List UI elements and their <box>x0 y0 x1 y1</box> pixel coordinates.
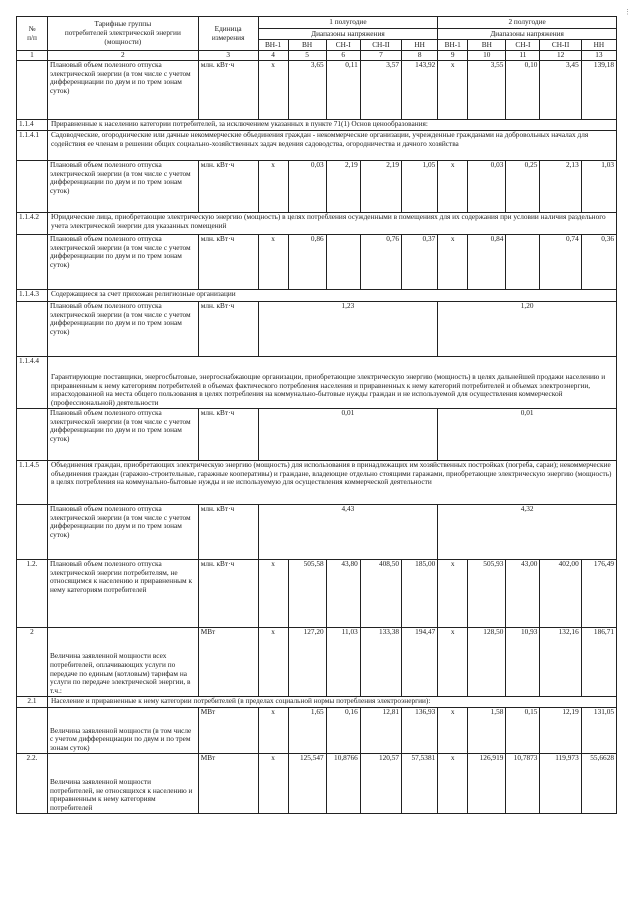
value-cell: 0,03 <box>288 160 326 212</box>
table-row <box>17 301 617 356</box>
row-unit: млн. кВт·ч <box>198 301 258 356</box>
section-row <box>17 356 617 408</box>
value-cell: 12,81 <box>360 707 401 753</box>
row-unit: млн. кВт·ч <box>198 559 258 627</box>
col-index: 12 <box>540 51 581 61</box>
tariff-table-document <box>16 16 617 814</box>
value-cell: 12,19 <box>540 707 581 753</box>
header-half2: 2 полугодие <box>438 17 617 29</box>
value-cell: х <box>258 234 288 289</box>
level-sn2: СН-II <box>540 40 581 51</box>
value-cell: 0,36 <box>581 234 616 289</box>
value-cell: х <box>438 753 468 813</box>
value-cell: 2,13 <box>540 160 581 212</box>
value-cell: 176,49 <box>581 559 616 627</box>
row-unit: млн. кВт·ч <box>198 504 258 559</box>
value-cell: х <box>438 160 468 212</box>
row-num: 1.2. <box>17 559 48 627</box>
value-cell: 0,03 <box>468 160 506 212</box>
col-index: 13 <box>581 51 616 61</box>
table-row <box>17 234 617 289</box>
row-num <box>17 504 48 559</box>
value-cell: 127,20 <box>288 627 326 696</box>
section-row <box>17 119 617 130</box>
col-index: 3 <box>198 51 258 61</box>
table-row <box>17 559 617 627</box>
col-index: 10 <box>468 51 506 61</box>
value-cell: 3,55 <box>468 60 506 119</box>
row-num: 1.1.4.4 <box>17 356 48 408</box>
value-cell: х <box>438 627 468 696</box>
row-label: Плановый объем полезного отпуска электрической энергии (в том числе с учетом дифференциации по двум и по трем зонам суток) <box>47 234 198 289</box>
value-cell: 1,58 <box>468 707 506 753</box>
header-unit: Единица измерения <box>198 17 258 51</box>
value-cell-merged: 0,01 <box>438 408 617 460</box>
header-ranges-1: Диапазоны напряжения <box>258 29 438 40</box>
value-cell: 0,10 <box>506 60 540 119</box>
section-text: Юридические лица, приобретающие электрическую энергию (мощность) в целях потребления осужденными в помещениях для их содержания при условии наличия раздельного учета электрической энергии для указанных помещений <box>47 212 616 234</box>
value-cell: 194,47 <box>402 627 438 696</box>
value-cell: 10,7873 <box>506 753 540 813</box>
value-cell: 143,92 <box>402 60 438 119</box>
table-row <box>17 627 617 696</box>
table-row <box>17 504 617 559</box>
row-num: 2 <box>17 627 48 696</box>
col-index: 2 <box>47 51 198 61</box>
row-label: Плановый объем полезного отпуска электрической энергии (в том числе с учетом дифференциации по двум и по трем зонам суток) <box>47 60 198 119</box>
value-cell: 128,50 <box>468 627 506 696</box>
value-cell: 408,50 <box>360 559 401 627</box>
row-num: 1.1.4.1 <box>17 130 48 160</box>
value-cell: х <box>258 627 288 696</box>
value-cell: 119,973 <box>540 753 581 813</box>
row-num <box>17 408 48 460</box>
value-cell: 10,8766 <box>326 753 360 813</box>
value-cell: 120,57 <box>360 753 401 813</box>
table-row <box>17 408 617 460</box>
value-cell: 2,19 <box>360 160 401 212</box>
value-cell: 126,919 <box>468 753 506 813</box>
row-num: 2.1 <box>17 696 48 707</box>
table-row <box>17 60 617 119</box>
value-cell: х <box>258 160 288 212</box>
value-cell-merged: 4,43 <box>258 504 438 559</box>
section-text: Приравненные к населению категории потребителей, за исключением указанных в пункте 71(1) Основ ценообразования: <box>47 119 616 130</box>
value-cell: 131,05 <box>581 707 616 753</box>
value-cell: х <box>438 60 468 119</box>
row-label: Величина заявленной мощности потребителей, не относящихся к населению и приравненным к нему категориям потребителей <box>47 753 198 813</box>
value-cell: 186,71 <box>581 627 616 696</box>
value-cell: х <box>258 60 288 119</box>
header-num: № п/п <box>17 17 48 51</box>
row-label: Плановый объем полезного отпуска электрической энергии (в том числе с учетом дифференциации по двум и по трем зонам суток) <box>47 408 198 460</box>
value-cell: 0,16 <box>326 707 360 753</box>
value-cell: 132,16 <box>540 627 581 696</box>
header-ranges-2: Диапазоны напряжения <box>438 29 617 40</box>
value-cell: 2,19 <box>326 160 360 212</box>
row-unit: млн. кВт·ч <box>198 234 258 289</box>
col-index: 6 <box>326 51 360 61</box>
value-cell: х <box>438 234 468 289</box>
value-cell: 57,5381 <box>402 753 438 813</box>
level-vn: ВН <box>468 40 506 51</box>
value-cell: 3,45 <box>540 60 581 119</box>
table-row <box>17 707 617 753</box>
value-cell-merged: 1,20 <box>438 301 617 356</box>
value-cell: 133,38 <box>360 627 401 696</box>
value-cell: 185,00 <box>402 559 438 627</box>
table-row <box>17 753 617 813</box>
tariff-table <box>16 16 617 814</box>
section-text: Садоводческие, огороднические или дачные некоммерческие объединения граждан - некоммерческие организации, учрежденные гражданами на добровольных началах для содействия ее членам в решении общих социально-хозяйственных задач ведения садоводства, огородничества и дачного хозяйства <box>47 130 616 160</box>
col-index: 8 <box>402 51 438 61</box>
row-num <box>17 234 48 289</box>
row-num <box>17 160 48 212</box>
row-label: Величина заявленной мощности всех потребителей, оплачивающих услуги по передаче по единым (котловым) тарифам на услуги по передаче электрической энергии, в т.ч.: <box>47 627 198 696</box>
value-cell: 0,37 <box>402 234 438 289</box>
col-index: 5 <box>288 51 326 61</box>
value-cell: 0,84 <box>468 234 506 289</box>
value-cell: 139,18 <box>581 60 616 119</box>
row-num: 1.1.4 <box>17 119 48 130</box>
section-text: Население и приравненные к нему категории потребителей (в пределах социальной нормы потребления электроэнергии): <box>47 696 616 707</box>
row-num: 1.1.4.5 <box>17 460 48 504</box>
row-label: Плановый объем полезного отпуска электрической энергии (в том числе с учетом дифференциации по двум и по трем зонам суток) <box>47 160 198 212</box>
value-cell: х <box>258 707 288 753</box>
section-row <box>17 130 617 160</box>
row-num <box>17 60 48 119</box>
value-cell: х <box>438 559 468 627</box>
section-text: Содержащиеся за счет прихожан религиозные организации <box>47 289 616 301</box>
table-row <box>17 160 617 212</box>
row-num <box>17 301 48 356</box>
value-cell: 0,11 <box>326 60 360 119</box>
level-nn: НН <box>581 40 616 51</box>
level-nn: НН <box>402 40 438 51</box>
row-label: Величина заявленной мощности (в том числе с учетом дифференциации по двум и по трем зонам суток) <box>47 707 198 753</box>
value-cell: 1,05 <box>402 160 438 212</box>
value-cell: 136,93 <box>402 707 438 753</box>
value-cell: 3,57 <box>360 60 401 119</box>
col-index: 1 <box>17 51 48 61</box>
row-unit: млн. кВт·ч <box>198 160 258 212</box>
row-unit: МВт <box>198 707 258 753</box>
row-label: Плановый объем полезного отпуска электрической энергии (в том числе с учетом дифференциации по двум и по трем зонам суток) <box>47 301 198 356</box>
col-index: 4 <box>258 51 288 61</box>
page-edge-mark: ⋮ <box>624 8 631 16</box>
value-cell: 505,93 <box>468 559 506 627</box>
value-cell: 0,25 <box>506 160 540 212</box>
row-num: 1.1.4.2 <box>17 212 48 234</box>
value-cell: х <box>258 753 288 813</box>
value-cell: 10,93 <box>506 627 540 696</box>
section-text: Гарантирующие поставщики, энергосбытовые, энергоснабжающие организации, приобретающие электрическую энергию (мощность) в целях дальнейшей продажи населению и приравненным к нему категориям потребителей в объемах фактического потребления населения и приравненных к нему категорий потребителей и объемах электроэнергии, израсходованной на места общего пользования в целях потребления на коммунально-бытовые нужды граждан и не используемой для осуществления коммерческой (профессиональной) деятельности <box>47 356 616 408</box>
section-row <box>17 289 617 301</box>
value-cell: 0,74 <box>540 234 581 289</box>
row-num <box>17 707 48 753</box>
value-cell: 43,80 <box>326 559 360 627</box>
value-cell: 3,65 <box>288 60 326 119</box>
header-half1: 1 полугодие <box>258 17 438 29</box>
row-unit: млн. кВт·ч <box>198 60 258 119</box>
value-cell-merged: 4,32 <box>438 504 617 559</box>
value-cell: 11,03 <box>326 627 360 696</box>
value-cell: 125,547 <box>288 753 326 813</box>
level-vn: ВН <box>288 40 326 51</box>
value-cell: 43,00 <box>506 559 540 627</box>
value-cell: 1,65 <box>288 707 326 753</box>
row-unit: МВт <box>198 627 258 696</box>
section-row <box>17 696 617 707</box>
section-row <box>17 212 617 234</box>
value-cell: 1,03 <box>581 160 616 212</box>
value-cell: 0,15 <box>506 707 540 753</box>
value-cell: х <box>438 707 468 753</box>
row-unit: млн. кВт·ч <box>198 408 258 460</box>
value-cell: х <box>258 559 288 627</box>
value-cell <box>326 234 360 289</box>
level-vn1: ВН-1 <box>438 40 468 51</box>
row-label: Плановый объем полезного отпуска электрической энергии (в том числе с учетом дифференциации по двум и по трем зонам суток) <box>47 504 198 559</box>
value-cell: 0,76 <box>360 234 401 289</box>
level-sn1: СН-I <box>506 40 540 51</box>
level-vn1: ВН-1 <box>258 40 288 51</box>
row-label: Плановый объем полезного отпуска электрической энергии потребителям, не относящимся к населению и приравненным к нему категориям потребителей <box>47 559 198 627</box>
value-cell-merged: 0,01 <box>258 408 438 460</box>
value-cell: 0,86 <box>288 234 326 289</box>
level-sn2: СН-II <box>360 40 401 51</box>
row-num: 1.1.4.3 <box>17 289 48 301</box>
section-text: Объединения граждан, приобретающих электрическую энергию (мощность) для использования в принадлежащих им хозяйственных постройках (погреба, сараи); некоммерческие объединения граждан (гаражно-строительные, гаражные кооперативы) и граждане, владеющие отдельно стоящими гаражами, приобретающие электрическую энергию (мощность) в целях потребления на коммунально-бытовые нужды и не используемую для осуществления коммерческой деятельности <box>47 460 616 504</box>
col-index: 7 <box>360 51 401 61</box>
value-cell-merged: 1,23 <box>258 301 438 356</box>
level-sn1: СН-I <box>326 40 360 51</box>
section-row <box>17 460 617 504</box>
header-groups: Тарифные группы потребителей электрической энергии (мощности) <box>47 17 198 51</box>
row-unit: МВт <box>198 753 258 813</box>
value-cell: 55,6628 <box>581 753 616 813</box>
col-index: 9 <box>438 51 468 61</box>
col-index: 11 <box>506 51 540 61</box>
value-cell: 402,00 <box>540 559 581 627</box>
value-cell: 505,58 <box>288 559 326 627</box>
value-cell <box>506 234 540 289</box>
row-num: 2.2. <box>17 753 48 813</box>
